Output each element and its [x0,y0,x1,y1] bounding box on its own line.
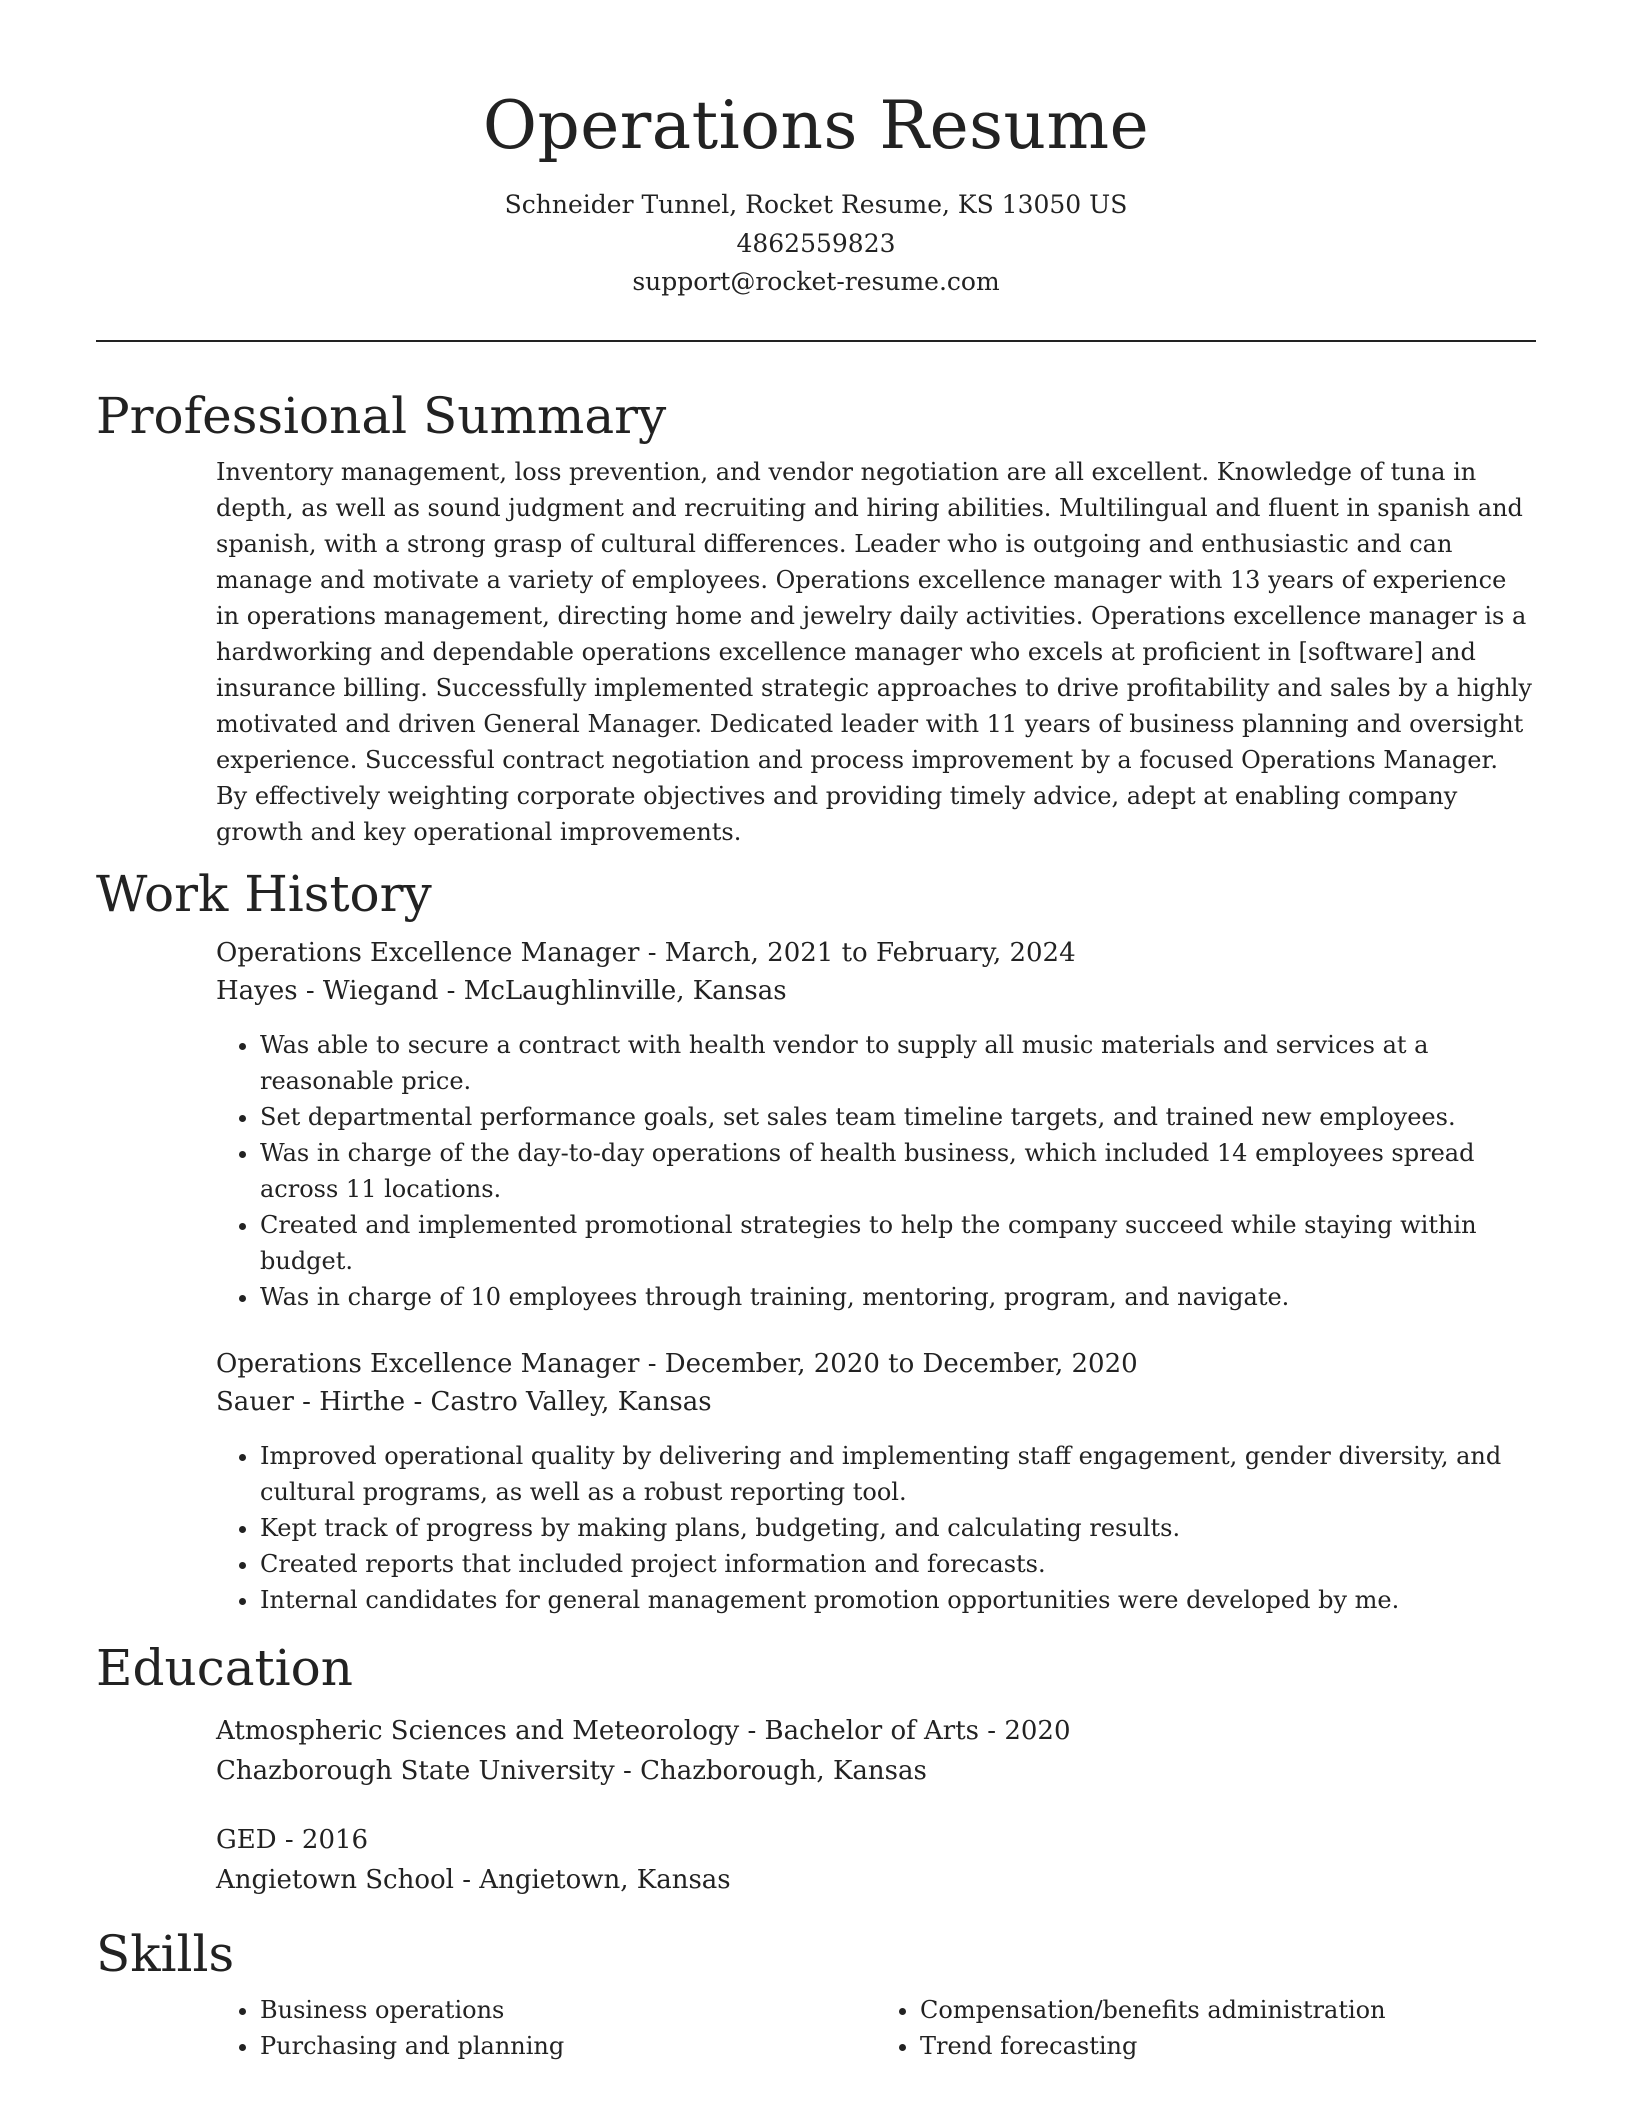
job-bullet: • Internal candidates for general management promotion opportunities were developed by me. [260,1582,1536,1618]
education-year: - 2016 [276,1824,369,1855]
job-company-line [216,1383,1536,1422]
job-bullet: • Was in charge of 10 employees through training, mentoring, program, and navigate. [260,1279,1536,1315]
skill-item: • Business operations [260,1992,876,2028]
work-history-heading: Work History [96,864,432,923]
education-degree: GED [216,1824,277,1855]
education-degree: Atmospheric Sciences and Meteorology - Bachelor of Arts [216,1715,979,1746]
job-title-line [216,1345,1536,1384]
job-title-line [216,934,1536,973]
education-school: Chazborough State University [216,1756,615,1786]
job-company-line [216,972,1536,1011]
work-history-section [96,862,1536,1618]
skill-item: • Purchasing and planning [260,2028,876,2064]
contact-address: Schneider Tunnel, Rocket Resume, KS 13050 US [504,190,1128,219]
job-bullet: • Improved operational quality by delivering and implementing staff engagement, gender diversity, and cultural programs, as well as a robust reporting tool. [260,1438,1536,1510]
contact-phone: 4862559823 [736,228,896,258]
resume-page [96,0,1536,2064]
resume-title: Operations Resume [482,87,1150,164]
skill-item: • Trend forecasting [920,2028,1536,2064]
summary-heading: Professional Summary [96,386,667,445]
job-bullet-list [216,1027,1536,1315]
education-heading: Education [96,1638,353,1697]
job-bullet: • Set departmental performance goals, set sales team timeline targets, and trained new employees. [260,1099,1536,1135]
education-section [96,1636,1536,1900]
summary-section [96,384,1536,850]
header-divider [96,340,1536,342]
education-entry [216,1712,1536,1791]
education-school-line [216,1861,1536,1900]
job-role: Operations Excellence Manager [216,937,640,968]
job-bullet: • Was able to secure a contract with health vendor to supply all music materials and services at a reasonable price. [260,1027,1536,1099]
education-school-line [216,1752,1536,1791]
education-location: - Angietown, Kansas [453,1865,731,1895]
job-role: Operations Excellence Manager [216,1348,640,1379]
skills-list-left [216,1992,876,2064]
skills-list-right [876,1992,1536,2064]
job-bullet: • Was in charge of the day-to-day operations of health business, which included 14 employees spread across 11 locations. [260,1135,1536,1207]
summary-text: Inventory management, loss prevention, and vendor negotiation are all excellent. Knowledge of tuna in depth, as well as sound judgment and recruiting and hiring abilities. Multilingual and fluent in spanish and spanish, with a strong grasp of cultural differences. Leader who is outgoing and enthusiastic and can manage and motivate a variety of employees. Operations excellence manager with 13 years of experience in operations management, directing home and jewelry daily activities. Operations excellence manager is a hardworking and dependable operations excellence manager who excels at proficient in [software] and insurance billing. Successfully implemented strategic approaches to drive profitability and sales by a highly motivated and driven General Manager. Dedicated leader with 11 years of business planning and oversight experience. Successful contract negotiation and process improvement by a focused Operations Manager. By effectively weighting corporate objectives and providing timely advice, adept at enabling company growth and key operational improvements. [216,457,1532,846]
education-location: - Chazborough, Kansas [614,1756,927,1786]
education-school: Angietown School [216,1865,454,1895]
job-location: - McLaughlinville, Kansas [438,976,787,1006]
skills-section [96,1922,1536,2064]
skills-heading: Skills [96,1924,235,1983]
resume-header [96,0,1536,302]
job-dates: - March, 2021 to February, 2024 [639,937,1076,968]
education-degree-line [216,1712,1536,1751]
job-bullet: • Created reports that included project information and forecasts. [260,1546,1536,1582]
job-entry [216,1345,1536,1618]
education-entry [216,1821,1536,1900]
contact-block [96,186,1536,302]
skill-item: • Compensation/benefits administration [920,1992,1536,2028]
job-bullet: • Kept track of progress by making plans, budgeting, and calculating results. [260,1510,1536,1546]
job-location: - Castro Valley, Kansas [405,1387,712,1417]
job-bullet: • Created and implemented promotional strategies to help the company succeed while staying within budget. [260,1207,1536,1279]
education-year: - 2020 [979,1715,1071,1746]
job-company: Sauer - Hirthe [216,1387,406,1417]
contact-email: support@rocket-resume.com [632,267,1000,296]
job-dates: - December, 2020 to December, 2020 [639,1348,1138,1379]
education-degree-line [216,1821,1536,1860]
job-entry [216,934,1536,1315]
job-bullet-list [216,1438,1536,1618]
job-company: Hayes - Wiegand [216,976,439,1006]
